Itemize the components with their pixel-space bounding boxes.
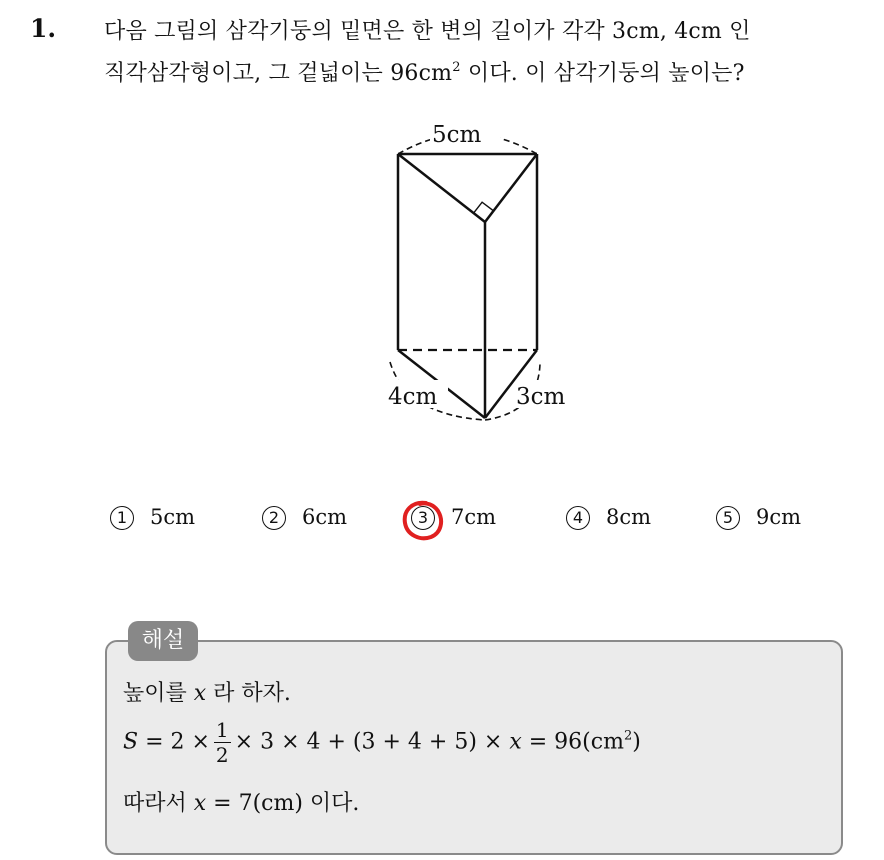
top-left-edge xyxy=(398,154,485,222)
solution-line2-superscript: 2 xyxy=(623,728,633,744)
choice-3-value: 7cm xyxy=(451,505,497,529)
solution-line1-text-a: 높이를 xyxy=(123,681,194,706)
question-line2-text: 직각삼각형이고, 그 겉넓이는 96cm xyxy=(104,61,453,86)
choice-5-value: 9cm xyxy=(756,505,802,529)
choice-2-mark: 2 xyxy=(262,506,286,530)
choice-2[interactable] xyxy=(262,505,347,530)
question-number: 1. xyxy=(30,14,57,43)
solution-line3-text-a: 따라서 xyxy=(123,791,194,816)
fraction-numerator: 1 xyxy=(215,718,229,742)
choice-1[interactable] xyxy=(110,505,195,530)
question-line2-tail: 이다. 이 삼각기둥의 높이는? xyxy=(460,61,745,86)
solution-line2-text-b: × 3 × 4 + (3 + 4 + 5) × xyxy=(234,729,510,755)
choice-5-mark: 5 xyxy=(716,506,740,530)
solution-line2-equation xyxy=(123,720,641,765)
right-angle-marker xyxy=(474,202,494,222)
solution-line2-text-a: = 2 × xyxy=(138,729,210,755)
solution-line2-var-s: S xyxy=(123,729,139,755)
fraction-denominator: 2 xyxy=(215,743,229,767)
question-line2-superscript: 2 xyxy=(452,60,461,75)
question-text-line2 xyxy=(104,56,745,87)
choice-2-value: 6cm xyxy=(302,505,348,529)
choice-4-mark: 4 xyxy=(566,506,590,530)
solution-line3-text-b: = 7(cm) 이다. xyxy=(206,791,360,816)
choice-3-mark: 3 xyxy=(411,506,435,530)
fraction-one-half xyxy=(214,720,231,765)
solution-tab-label: 해설 xyxy=(128,621,198,661)
solution-line2-text-c: = 96(cm xyxy=(521,729,624,755)
solution-line1-var: x xyxy=(193,681,207,706)
solution-line3 xyxy=(123,786,359,817)
selected-answer-circle xyxy=(400,497,446,543)
solution-line1-text-b: 라 하자. xyxy=(206,681,291,706)
choice-1-mark: 1 xyxy=(110,506,134,530)
solution-line3-var: x xyxy=(193,791,207,816)
solution-line2-var-x: x xyxy=(509,729,522,755)
choice-4[interactable] xyxy=(566,505,651,530)
triangular-prism-figure xyxy=(370,112,590,432)
choice-4-value: 8cm xyxy=(606,505,652,529)
choice-5[interactable] xyxy=(716,505,801,530)
choice-1-value: 5cm xyxy=(150,505,196,529)
selected-answer-circle-stroke xyxy=(405,503,441,538)
solution-line1 xyxy=(123,676,291,707)
solution-line2-text-d: ) xyxy=(632,729,641,755)
top-edge-label: 5cm xyxy=(432,122,482,148)
left-edge-label: 4cm xyxy=(388,384,438,410)
question-text-line1: 다음 그림의 삼각기둥의 밑면은 한 변의 길이가 각각 3cm, 4cm 인 xyxy=(104,19,751,44)
right-edge-label: 3cm xyxy=(516,384,566,410)
